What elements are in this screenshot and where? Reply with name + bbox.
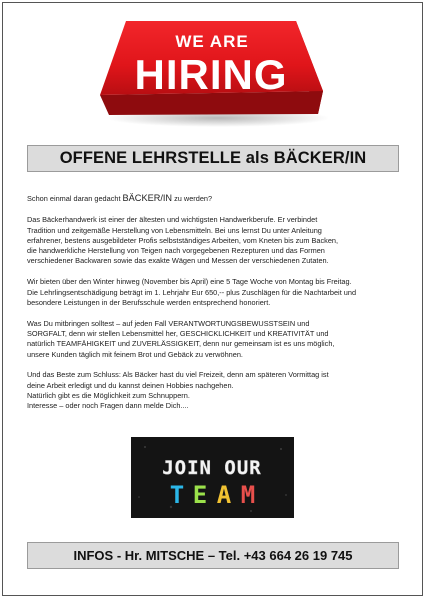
board-letter-a: A: [216, 481, 232, 509]
paragraph-line: natürlich TEAMFÄHIGKEIT und ZUVERLÄSSIGKEIT, denn nur gemeinsam ist es uns möglich,: [27, 339, 335, 349]
board-line-join-our: JOIN OUR: [162, 457, 262, 479]
paragraph-line: die handwerkliche Herstellung von Teigen nach vorgegebenen Rezepturen und das Formen: [27, 246, 325, 256]
intro-line: [27, 193, 399, 204]
paragraph-line: Interesse – oder noch Fragen dann melde Dich....: [27, 401, 189, 411]
sign-line-hiring: HIRING: [134, 51, 288, 98]
contact-banner: [27, 542, 399, 569]
paragraph-line: unsere Kunden täglich mit feinem Brot und Gebäck zu verwöhnen.: [27, 349, 243, 359]
paragraph-line: Das Bäckerhandwerk ist einer der ältesten und wichtigsten Handwerkberufe. Er verbindet: [27, 215, 318, 225]
contact-info: INFOS - Hr. MITSCHE – Tel. +43 664 26 19 745: [73, 548, 353, 563]
board-letter-t: T: [169, 481, 185, 509]
paragraph-line: Und das Beste zum Schluss: Als Bäcker hast du viel Freizeit, denn am späteren Vormittag ist: [27, 370, 329, 380]
paragraph-requirements: [27, 319, 399, 360]
paragraph-line: erfahrener, bestens ausgebildeter Profis selbstständiges Arbeiten, vom Kneten bis zum Backen,: [27, 235, 339, 245]
paragraph-line: Tradition und zeitgemäße Herstellung von Lebensmitteln. Bei uns lernst Du unter Anleitung: [27, 225, 322, 235]
job-title-banner: [27, 145, 399, 172]
paragraph-benefits: [27, 370, 399, 411]
paragraph-craft: [27, 215, 399, 266]
sign-line-we-are: WE ARE: [175, 32, 249, 51]
paragraph-line: besondere Leistungen in der Berufsschule werden entsprechend honoriert.: [27, 297, 271, 307]
board-letter-m: M: [240, 481, 256, 509]
paragraph-line: Was Du mitbringen solltest – auf jeden Fall VERANTWORTUNGSBEWUSSTSEIN und: [27, 318, 310, 328]
join-our-team-image: [131, 437, 294, 518]
paragraph-offer: [27, 277, 399, 308]
job-description: [27, 193, 399, 412]
paragraph-line: Wir bieten über den Winter hinweg (November bis April) eine 5 Tage Woche von Montag bis Freitag.: [27, 277, 352, 287]
job-title: OFFENE LEHRSTELLE als BÄCKER/IN: [59, 149, 367, 167]
board-letter-e: E: [192, 481, 208, 509]
we-are-hiring-sign-image: [96, 17, 328, 129]
intro-after: zu werden?: [174, 194, 213, 203]
intro-highlight: BÄCKER/IN: [122, 193, 173, 203]
paragraph-line: Die Lehrlingsentschädigung beträgt im 1. Lehrjahr Eur 650,-- plus Zuschlägen für die Nachtarbeit und: [27, 287, 357, 297]
paragraph-line: verschiedener Backwaren sowie das exakte Wägen und Messen der verschiedenen Zutaten.: [27, 256, 329, 266]
paragraph-line: Natürlich gibt es die Möglichkeit zum Schnuppern.: [27, 390, 190, 400]
paragraph-line: SORGFALT, denn wir stellen Lebensmittel her, GESCHICKLICHKEIT und KREATIVITÄT und: [27, 328, 329, 338]
intro-before: Schon einmal daran gedacht: [27, 194, 121, 203]
paragraph-line: deine Arbeit erledigt und du kannst deinen Hobbies nachgehen.: [27, 380, 234, 390]
